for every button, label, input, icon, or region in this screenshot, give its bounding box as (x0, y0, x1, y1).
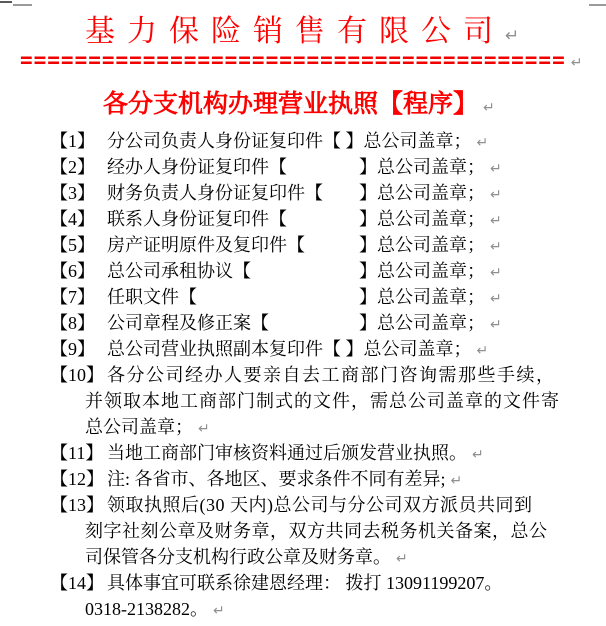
list-item-8 (50, 310, 598, 336)
paragraph-mark: ↵ (490, 213, 502, 229)
list-item-10-cont (50, 414, 598, 440)
paragraph-mark: ↵ (476, 343, 489, 359)
list-item-13 (50, 492, 598, 518)
item-number: 【7】 (50, 287, 95, 307)
item-text: 0318-2138282。 (85, 599, 208, 619)
list-item-3 (50, 180, 598, 206)
text-boundary-mark-top-left-2 (13, 4, 32, 6)
list-item-10 (50, 362, 598, 388)
item-text: 当地工商部门审核资料通过后颁发营业执照。 (107, 443, 467, 463)
item-text: 经办人身份证复印件【 】总公司盖章； (107, 157, 485, 177)
list-item-13-cont (50, 544, 598, 570)
text-boundary-mark-top-right (589, 4, 606, 6)
text-boundary-mark-top-left (0, 1, 12, 3)
list-item-11 (50, 440, 598, 466)
paragraph-mark: ↵ (198, 421, 210, 437)
item-number: 【1】 (50, 131, 95, 151)
paragraph-mark: ↵ (476, 135, 489, 151)
item-number: 【11】 (50, 443, 104, 463)
list-item-4 (50, 206, 598, 232)
paragraph-mark: ↵ (490, 265, 502, 281)
item-text: 司保管各分支机构行政公章及财务章。 (85, 547, 391, 567)
paragraph-mark: ↵ (472, 447, 484, 463)
document-subtitle: 各分支机构办理营业执照【程序】 (103, 91, 479, 118)
item-number: 【9】 (50, 339, 95, 359)
list-item-12 (50, 466, 598, 492)
item-number: 【2】 (50, 157, 95, 177)
item-text: 任职文件【 】总公司盖章； (107, 287, 485, 307)
item-number: 【6】 (50, 261, 95, 281)
paragraph-mark: ↵ (490, 291, 502, 307)
paragraph-mark: ↵ (213, 603, 225, 619)
item-text: 分公司负责人身份证复印件【 】总公司盖章； (107, 131, 472, 151)
list-item-7 (50, 284, 598, 310)
item-number: 【3】 (50, 183, 95, 203)
item-text: 刻字社刻公章及财务章，双方共同去税务机关备案，总公 (85, 521, 548, 541)
list-item-9 (50, 336, 598, 362)
list-item-14-cont (50, 596, 598, 622)
paragraph-mark: ↵ (483, 100, 495, 116)
item-text: 总公司盖章； (85, 417, 193, 437)
item-text: 财务负责人身份证复印件【 】总公司盖章； (107, 183, 485, 203)
item-text: 各分公司经办人要亲自去工商部门咨询需那些手续， (107, 365, 556, 385)
list-item-14 (50, 570, 598, 596)
item-number: 【5】 (50, 235, 95, 255)
item-text: 公司章程及修正案【 】总公司盖章； (107, 313, 485, 333)
item-number: 【10】 (50, 365, 104, 385)
item-text: 联系人身份证复印件【 】总公司盖章； (107, 209, 485, 229)
double-line-separator: ======================================== (20, 48, 566, 72)
item-number: 【8】 (50, 313, 95, 333)
paragraph-mark: ↵ (490, 317, 502, 333)
item-text: 领取执照后(30 天内)总公司与分公司双方派员共同到 (107, 495, 533, 515)
item-number: 【13】 (50, 495, 104, 515)
list-item-6 (50, 258, 598, 284)
double-line-separator-row (20, 48, 606, 72)
item-text: 并领取本地工商部门制式的文件，需总公司盖章的文件寄 (85, 391, 560, 411)
item-number: 【4】 (50, 209, 95, 229)
item-number: 【12】 (50, 469, 104, 489)
document-subtitle-row (103, 84, 495, 120)
paragraph-mark: ↵ (570, 55, 583, 71)
list-item-1 (50, 128, 598, 154)
paragraph-mark: ↵ (490, 161, 502, 177)
list-item-5 (50, 232, 598, 258)
item-text: 总公司承租协议【 】总公司盖章； (107, 261, 485, 281)
list-item-2 (50, 154, 598, 180)
procedure-list (50, 128, 598, 622)
item-number: 【14】 (50, 573, 104, 593)
company-title-row (85, 6, 519, 50)
list-item-13-cont (50, 518, 598, 544)
paragraph-mark: ↵ (505, 26, 520, 46)
paragraph-mark: ↵ (490, 239, 502, 255)
paragraph-mark: ↵ (396, 551, 408, 567)
company-title: 基力保险销售有限公司 (85, 15, 505, 48)
paragraph-mark: ↵ (450, 473, 463, 489)
item-text: 房产证明原件及复印件【 】总公司盖章； (107, 235, 485, 255)
item-text: 具体事宜可联系徐建恩经理： 拨打 13091199207。 (107, 573, 503, 593)
list-item-10-cont (50, 388, 598, 414)
item-text: 注: 各省市、各地区、要求条件不同有差异; (107, 469, 446, 489)
paragraph-mark: ↵ (490, 187, 502, 203)
item-text: 总公司营业执照副本复印件【 】总公司盖章； (107, 339, 472, 359)
